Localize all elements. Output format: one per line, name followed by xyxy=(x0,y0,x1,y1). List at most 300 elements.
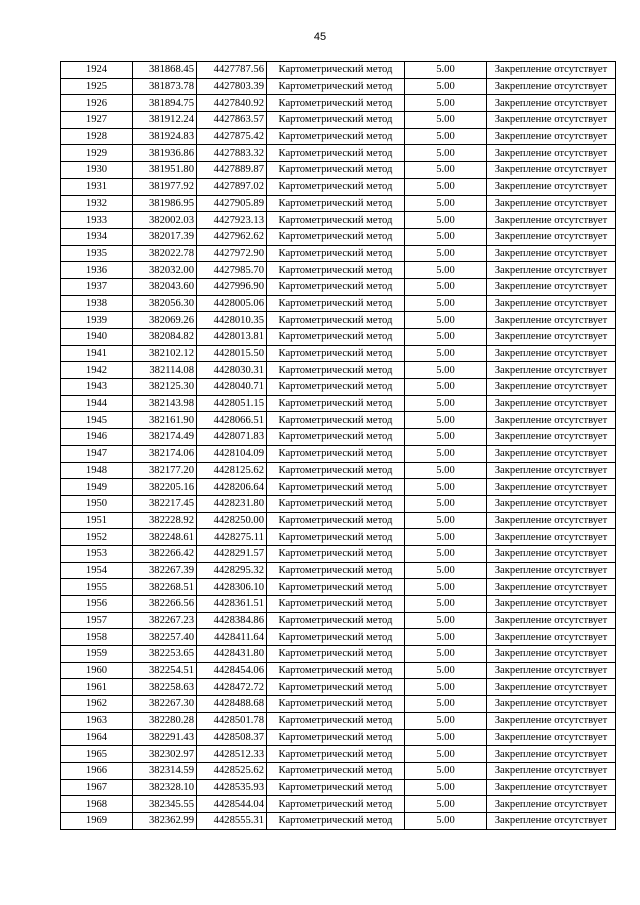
point-number-cell: 1927 xyxy=(61,112,133,129)
fixing-description-cell: Закрепление отсутствует xyxy=(487,345,616,362)
fixing-description-cell: Закрепление отсутствует xyxy=(487,696,616,713)
fixing-description-cell: Закрепление отсутствует xyxy=(487,596,616,613)
y-coordinate-cell: 4428295.32 xyxy=(197,562,267,579)
method-cell: Картометрический метод xyxy=(267,696,405,713)
fixing-description-cell: Закрепление отсутствует xyxy=(487,78,616,95)
precision-cell: 5.00 xyxy=(405,495,487,512)
method-cell: Картометрический метод xyxy=(267,796,405,813)
fixing-description-cell: Закрепление отсутствует xyxy=(487,762,616,779)
method-cell: Картометрический метод xyxy=(267,329,405,346)
x-coordinate-cell: 382257.40 xyxy=(133,629,197,646)
x-coordinate-cell: 382205.16 xyxy=(133,479,197,496)
method-cell: Картометрический метод xyxy=(267,762,405,779)
fixing-description-cell: Закрепление отсутствует xyxy=(487,212,616,229)
x-coordinate-cell: 382267.30 xyxy=(133,696,197,713)
method-cell: Картометрический метод xyxy=(267,479,405,496)
y-coordinate-cell: 4428306.10 xyxy=(197,579,267,596)
x-coordinate-cell: 382258.63 xyxy=(133,679,197,696)
table-row xyxy=(61,162,616,179)
y-coordinate-cell: 4427863.57 xyxy=(197,112,267,129)
y-coordinate-cell: 4428013.81 xyxy=(197,329,267,346)
point-number-cell: 1924 xyxy=(61,62,133,79)
point-number-cell: 1925 xyxy=(61,78,133,95)
precision-cell: 5.00 xyxy=(405,128,487,145)
table-row xyxy=(61,646,616,663)
point-number-cell: 1946 xyxy=(61,429,133,446)
table-row xyxy=(61,312,616,329)
table-row xyxy=(61,762,616,779)
fixing-description-cell: Закрепление отсутствует xyxy=(487,429,616,446)
point-number-cell: 1929 xyxy=(61,145,133,162)
table-row xyxy=(61,679,616,696)
point-number-cell: 1961 xyxy=(61,679,133,696)
y-coordinate-cell: 4428040.71 xyxy=(197,379,267,396)
precision-cell: 5.00 xyxy=(405,262,487,279)
method-cell: Картометрический метод xyxy=(267,545,405,562)
fixing-description-cell: Закрепление отсутствует xyxy=(487,629,616,646)
point-number-cell: 1945 xyxy=(61,412,133,429)
method-cell: Картометрический метод xyxy=(267,429,405,446)
point-number-cell: 1962 xyxy=(61,696,133,713)
y-coordinate-cell: 4427803.39 xyxy=(197,78,267,95)
fixing-description-cell: Закрепление отсутствует xyxy=(487,312,616,329)
method-cell: Картометрический метод xyxy=(267,128,405,145)
point-number-cell: 1953 xyxy=(61,545,133,562)
table-row xyxy=(61,562,616,579)
y-coordinate-cell: 4428472.72 xyxy=(197,679,267,696)
point-number-cell: 1951 xyxy=(61,512,133,529)
table-row xyxy=(61,345,616,362)
x-coordinate-cell: 382177.20 xyxy=(133,462,197,479)
y-coordinate-cell: 4428508.37 xyxy=(197,729,267,746)
precision-cell: 5.00 xyxy=(405,145,487,162)
point-number-cell: 1947 xyxy=(61,445,133,462)
y-coordinate-cell: 4427972.90 xyxy=(197,245,267,262)
precision-cell: 5.00 xyxy=(405,228,487,245)
precision-cell: 5.00 xyxy=(405,245,487,262)
point-number-cell: 1956 xyxy=(61,596,133,613)
x-coordinate-cell: 382266.42 xyxy=(133,545,197,562)
x-coordinate-cell: 382345.55 xyxy=(133,796,197,813)
table-row xyxy=(61,112,616,129)
fixing-description-cell: Закрепление отсутствует xyxy=(487,362,616,379)
x-coordinate-cell: 382002.03 xyxy=(133,212,197,229)
table-row xyxy=(61,278,616,295)
x-coordinate-cell: 382114.08 xyxy=(133,362,197,379)
precision-cell: 5.00 xyxy=(405,195,487,212)
fixing-description-cell: Закрепление отсутствует xyxy=(487,812,616,829)
table-row xyxy=(61,78,616,95)
table-row xyxy=(61,712,616,729)
x-coordinate-cell: 382102.12 xyxy=(133,345,197,362)
fixing-description-cell: Закрепление отсутствует xyxy=(487,379,616,396)
precision-cell: 5.00 xyxy=(405,412,487,429)
table-row xyxy=(61,145,616,162)
fixing-description-cell: Закрепление отсутствует xyxy=(487,95,616,112)
y-coordinate-cell: 4427875.42 xyxy=(197,128,267,145)
table-row xyxy=(61,545,616,562)
precision-cell: 5.00 xyxy=(405,646,487,663)
point-number-cell: 1955 xyxy=(61,579,133,596)
y-coordinate-cell: 4427962.62 xyxy=(197,228,267,245)
point-number-cell: 1935 xyxy=(61,245,133,262)
method-cell: Картометрический метод xyxy=(267,245,405,262)
fixing-description-cell: Закрепление отсутствует xyxy=(487,679,616,696)
y-coordinate-cell: 4428454.06 xyxy=(197,662,267,679)
y-coordinate-cell: 4428488.68 xyxy=(197,696,267,713)
method-cell: Картометрический метод xyxy=(267,612,405,629)
x-coordinate-cell: 382253.65 xyxy=(133,646,197,663)
precision-cell: 5.00 xyxy=(405,696,487,713)
x-coordinate-cell: 382314.59 xyxy=(133,762,197,779)
method-cell: Картометрический метод xyxy=(267,629,405,646)
table-row xyxy=(61,379,616,396)
table-row xyxy=(61,329,616,346)
x-coordinate-cell: 381912.24 xyxy=(133,112,197,129)
precision-cell: 5.00 xyxy=(405,362,487,379)
point-number-cell: 1963 xyxy=(61,712,133,729)
method-cell: Картометрический метод xyxy=(267,495,405,512)
precision-cell: 5.00 xyxy=(405,345,487,362)
method-cell: Картометрический метод xyxy=(267,212,405,229)
y-coordinate-cell: 4428206.64 xyxy=(197,479,267,496)
point-number-cell: 1931 xyxy=(61,178,133,195)
method-cell: Картометрический метод xyxy=(267,278,405,295)
x-coordinate-cell: 382266.56 xyxy=(133,596,197,613)
x-coordinate-cell: 381924.83 xyxy=(133,128,197,145)
precision-cell: 5.00 xyxy=(405,95,487,112)
fixing-description-cell: Закрепление отсутствует xyxy=(487,729,616,746)
precision-cell: 5.00 xyxy=(405,762,487,779)
point-number-cell: 1959 xyxy=(61,646,133,663)
fixing-description-cell: Закрепление отсутствует xyxy=(487,495,616,512)
fixing-description-cell: Закрепление отсутствует xyxy=(487,646,616,663)
point-number-cell: 1928 xyxy=(61,128,133,145)
method-cell: Картометрический метод xyxy=(267,579,405,596)
precision-cell: 5.00 xyxy=(405,529,487,546)
y-coordinate-cell: 4428015.50 xyxy=(197,345,267,362)
table-row xyxy=(61,462,616,479)
y-coordinate-cell: 4428411.64 xyxy=(197,629,267,646)
precision-cell: 5.00 xyxy=(405,429,487,446)
method-cell: Картометрический метод xyxy=(267,462,405,479)
point-number-cell: 1933 xyxy=(61,212,133,229)
y-coordinate-cell: 4427996.90 xyxy=(197,278,267,295)
method-cell: Картометрический метод xyxy=(267,562,405,579)
x-coordinate-cell: 382069.26 xyxy=(133,312,197,329)
precision-cell: 5.00 xyxy=(405,278,487,295)
y-coordinate-cell: 4427787.56 xyxy=(197,62,267,79)
x-coordinate-cell: 382017.39 xyxy=(133,228,197,245)
precision-cell: 5.00 xyxy=(405,112,487,129)
table-row xyxy=(61,579,616,596)
y-coordinate-cell: 4428010.35 xyxy=(197,312,267,329)
point-number-cell: 1942 xyxy=(61,362,133,379)
table-row xyxy=(61,429,616,446)
x-coordinate-cell: 382228.92 xyxy=(133,512,197,529)
point-number-cell: 1943 xyxy=(61,379,133,396)
precision-cell: 5.00 xyxy=(405,379,487,396)
x-coordinate-cell: 382328.10 xyxy=(133,779,197,796)
precision-cell: 5.00 xyxy=(405,295,487,312)
y-coordinate-cell: 4427840.92 xyxy=(197,95,267,112)
table-row xyxy=(61,512,616,529)
y-coordinate-cell: 4427923.13 xyxy=(197,212,267,229)
precision-cell: 5.00 xyxy=(405,779,487,796)
method-cell: Картометрический метод xyxy=(267,596,405,613)
x-coordinate-cell: 381894.75 xyxy=(133,95,197,112)
y-coordinate-cell: 4428051.15 xyxy=(197,395,267,412)
x-coordinate-cell: 382280.28 xyxy=(133,712,197,729)
precision-cell: 5.00 xyxy=(405,562,487,579)
point-number-cell: 1967 xyxy=(61,779,133,796)
method-cell: Картометрический метод xyxy=(267,362,405,379)
y-coordinate-cell: 4427889.87 xyxy=(197,162,267,179)
precision-cell: 5.00 xyxy=(405,545,487,562)
table-row xyxy=(61,445,616,462)
fixing-description-cell: Закрепление отсутствует xyxy=(487,295,616,312)
fixing-description-cell: Закрепление отсутствует xyxy=(487,178,616,195)
precision-cell: 5.00 xyxy=(405,796,487,813)
method-cell: Картометрический метод xyxy=(267,412,405,429)
point-number-cell: 1968 xyxy=(61,796,133,813)
fixing-description-cell: Закрепление отсутствует xyxy=(487,195,616,212)
x-coordinate-cell: 381936.86 xyxy=(133,145,197,162)
x-coordinate-cell: 381873.78 xyxy=(133,78,197,95)
fixing-description-cell: Закрепление отсутствует xyxy=(487,395,616,412)
y-coordinate-cell: 4428250.00 xyxy=(197,512,267,529)
precision-cell: 5.00 xyxy=(405,596,487,613)
table-row xyxy=(61,395,616,412)
fixing-description-cell: Закрепление отсутствует xyxy=(487,796,616,813)
precision-cell: 5.00 xyxy=(405,629,487,646)
y-coordinate-cell: 4428512.33 xyxy=(197,746,267,763)
y-coordinate-cell: 4427883.32 xyxy=(197,145,267,162)
fixing-description-cell: Закрепление отсутствует xyxy=(487,479,616,496)
point-number-cell: 1954 xyxy=(61,562,133,579)
point-number-cell: 1949 xyxy=(61,479,133,496)
precision-cell: 5.00 xyxy=(405,479,487,496)
x-coordinate-cell: 382268.51 xyxy=(133,579,197,596)
precision-cell: 5.00 xyxy=(405,312,487,329)
y-coordinate-cell: 4428525.62 xyxy=(197,762,267,779)
table-row xyxy=(61,128,616,145)
table-row xyxy=(61,779,616,796)
x-coordinate-cell: 382302.97 xyxy=(133,746,197,763)
precision-cell: 5.00 xyxy=(405,579,487,596)
point-number-cell: 1939 xyxy=(61,312,133,329)
table-row xyxy=(61,295,616,312)
table-row xyxy=(61,412,616,429)
table-row xyxy=(61,212,616,229)
y-coordinate-cell: 4427985.70 xyxy=(197,262,267,279)
method-cell: Картометрический метод xyxy=(267,712,405,729)
fixing-description-cell: Закрепление отсутствует xyxy=(487,278,616,295)
y-coordinate-cell: 4428361.51 xyxy=(197,596,267,613)
table-row xyxy=(61,729,616,746)
y-coordinate-cell: 4428291.57 xyxy=(197,545,267,562)
fixing-description-cell: Закрепление отсутствует xyxy=(487,445,616,462)
method-cell: Картометрический метод xyxy=(267,112,405,129)
x-coordinate-cell: 382043.60 xyxy=(133,278,197,295)
x-coordinate-cell: 382267.39 xyxy=(133,562,197,579)
y-coordinate-cell: 4428066.51 xyxy=(197,412,267,429)
table-row xyxy=(61,596,616,613)
method-cell: Картометрический метод xyxy=(267,178,405,195)
x-coordinate-cell: 382174.06 xyxy=(133,445,197,462)
precision-cell: 5.00 xyxy=(405,612,487,629)
point-number-cell: 1957 xyxy=(61,612,133,629)
fixing-description-cell: Закрепление отсутствует xyxy=(487,579,616,596)
y-coordinate-cell: 4428384.86 xyxy=(197,612,267,629)
method-cell: Картометрический метод xyxy=(267,345,405,362)
y-coordinate-cell: 4428005.06 xyxy=(197,295,267,312)
precision-cell: 5.00 xyxy=(405,812,487,829)
point-number-cell: 1948 xyxy=(61,462,133,479)
fixing-description-cell: Закрепление отсутствует xyxy=(487,112,616,129)
point-number-cell: 1958 xyxy=(61,629,133,646)
page-number: 45 xyxy=(313,31,327,43)
y-coordinate-cell: 4428125.62 xyxy=(197,462,267,479)
table-row xyxy=(61,796,616,813)
method-cell: Картометрический метод xyxy=(267,529,405,546)
y-coordinate-cell: 4428275.11 xyxy=(197,529,267,546)
x-coordinate-cell: 382143.98 xyxy=(133,395,197,412)
fixing-description-cell: Закрепление отсутствует xyxy=(487,412,616,429)
fixing-description-cell: Закрепление отсутствует xyxy=(487,746,616,763)
point-number-cell: 1930 xyxy=(61,162,133,179)
method-cell: Картометрический метод xyxy=(267,62,405,79)
coordinates-table xyxy=(60,61,616,830)
fixing-description-cell: Закрепление отсутствует xyxy=(487,562,616,579)
table-row xyxy=(61,662,616,679)
method-cell: Картометрический метод xyxy=(267,312,405,329)
x-coordinate-cell: 382248.61 xyxy=(133,529,197,546)
precision-cell: 5.00 xyxy=(405,62,487,79)
method-cell: Картометрический метод xyxy=(267,812,405,829)
x-coordinate-cell: 381868.45 xyxy=(133,62,197,79)
y-coordinate-cell: 4428535.93 xyxy=(197,779,267,796)
y-coordinate-cell: 4428104.09 xyxy=(197,445,267,462)
y-coordinate-cell: 4428071.83 xyxy=(197,429,267,446)
x-coordinate-cell: 382161.90 xyxy=(133,412,197,429)
method-cell: Картометрический метод xyxy=(267,262,405,279)
fixing-description-cell: Закрепление отсутствует xyxy=(487,779,616,796)
precision-cell: 5.00 xyxy=(405,662,487,679)
y-coordinate-cell: 4427897.02 xyxy=(197,178,267,195)
fixing-description-cell: Закрепление отсутствует xyxy=(487,662,616,679)
y-coordinate-cell: 4428030.31 xyxy=(197,362,267,379)
x-coordinate-cell: 381951.80 xyxy=(133,162,197,179)
fixing-description-cell: Закрепление отсутствует xyxy=(487,712,616,729)
method-cell: Картометрический метод xyxy=(267,395,405,412)
point-number-cell: 1944 xyxy=(61,395,133,412)
precision-cell: 5.00 xyxy=(405,462,487,479)
precision-cell: 5.00 xyxy=(405,512,487,529)
table-row xyxy=(61,612,616,629)
y-coordinate-cell: 4428555.31 xyxy=(197,812,267,829)
precision-cell: 5.00 xyxy=(405,729,487,746)
table-row xyxy=(61,696,616,713)
fixing-description-cell: Закрепление отсутствует xyxy=(487,162,616,179)
table-row xyxy=(61,529,616,546)
point-number-cell: 1964 xyxy=(61,729,133,746)
precision-cell: 5.00 xyxy=(405,78,487,95)
x-coordinate-cell: 381977.92 xyxy=(133,178,197,195)
x-coordinate-cell: 382267.23 xyxy=(133,612,197,629)
point-number-cell: 1938 xyxy=(61,295,133,312)
x-coordinate-cell: 382084.82 xyxy=(133,329,197,346)
precision-cell: 5.00 xyxy=(405,679,487,696)
fixing-description-cell: Закрепление отсутствует xyxy=(487,545,616,562)
point-number-cell: 1969 xyxy=(61,812,133,829)
table-row xyxy=(61,95,616,112)
y-coordinate-cell: 4427905.89 xyxy=(197,195,267,212)
method-cell: Картометрический метод xyxy=(267,145,405,162)
method-cell: Картометрический метод xyxy=(267,729,405,746)
x-coordinate-cell: 382217.45 xyxy=(133,495,197,512)
method-cell: Картометрический метод xyxy=(267,662,405,679)
x-coordinate-cell: 382254.51 xyxy=(133,662,197,679)
table-row xyxy=(61,629,616,646)
table-row xyxy=(61,195,616,212)
fixing-description-cell: Закрепление отсутствует xyxy=(487,612,616,629)
table-row xyxy=(61,228,616,245)
precision-cell: 5.00 xyxy=(405,445,487,462)
point-number-cell: 1926 xyxy=(61,95,133,112)
point-number-cell: 1965 xyxy=(61,746,133,763)
method-cell: Картометрический метод xyxy=(267,195,405,212)
x-coordinate-cell: 382032.00 xyxy=(133,262,197,279)
coordinates-table-body xyxy=(61,62,616,830)
table-row xyxy=(61,812,616,829)
table-row xyxy=(61,62,616,79)
fixing-description-cell: Закрепление отсутствует xyxy=(487,128,616,145)
y-coordinate-cell: 4428544.04 xyxy=(197,796,267,813)
x-coordinate-cell: 382056.30 xyxy=(133,295,197,312)
x-coordinate-cell: 382022.78 xyxy=(133,245,197,262)
fixing-description-cell: Закрепление отсутствует xyxy=(487,62,616,79)
table-row xyxy=(61,178,616,195)
method-cell: Картометрический метод xyxy=(267,228,405,245)
method-cell: Картометрический метод xyxy=(267,445,405,462)
method-cell: Картометрический метод xyxy=(267,746,405,763)
table-row xyxy=(61,746,616,763)
point-number-cell: 1952 xyxy=(61,529,133,546)
method-cell: Картометрический метод xyxy=(267,295,405,312)
table-row xyxy=(61,495,616,512)
fixing-description-cell: Закрепление отсутствует xyxy=(487,262,616,279)
x-coordinate-cell: 382362.99 xyxy=(133,812,197,829)
method-cell: Картометрический метод xyxy=(267,679,405,696)
y-coordinate-cell: 4428431.80 xyxy=(197,646,267,663)
point-number-cell: 1950 xyxy=(61,495,133,512)
x-coordinate-cell: 382174.49 xyxy=(133,429,197,446)
method-cell: Картометрический метод xyxy=(267,779,405,796)
x-coordinate-cell: 381986.95 xyxy=(133,195,197,212)
y-coordinate-cell: 4428501.78 xyxy=(197,712,267,729)
precision-cell: 5.00 xyxy=(405,746,487,763)
table-row xyxy=(61,262,616,279)
method-cell: Картометрический метод xyxy=(267,379,405,396)
method-cell: Картометрический метод xyxy=(267,78,405,95)
precision-cell: 5.00 xyxy=(405,395,487,412)
x-coordinate-cell: 382125.30 xyxy=(133,379,197,396)
precision-cell: 5.00 xyxy=(405,329,487,346)
fixing-description-cell: Закрепление отсутствует xyxy=(487,145,616,162)
fixing-description-cell: Закрепление отсутствует xyxy=(487,462,616,479)
point-number-cell: 1932 xyxy=(61,195,133,212)
